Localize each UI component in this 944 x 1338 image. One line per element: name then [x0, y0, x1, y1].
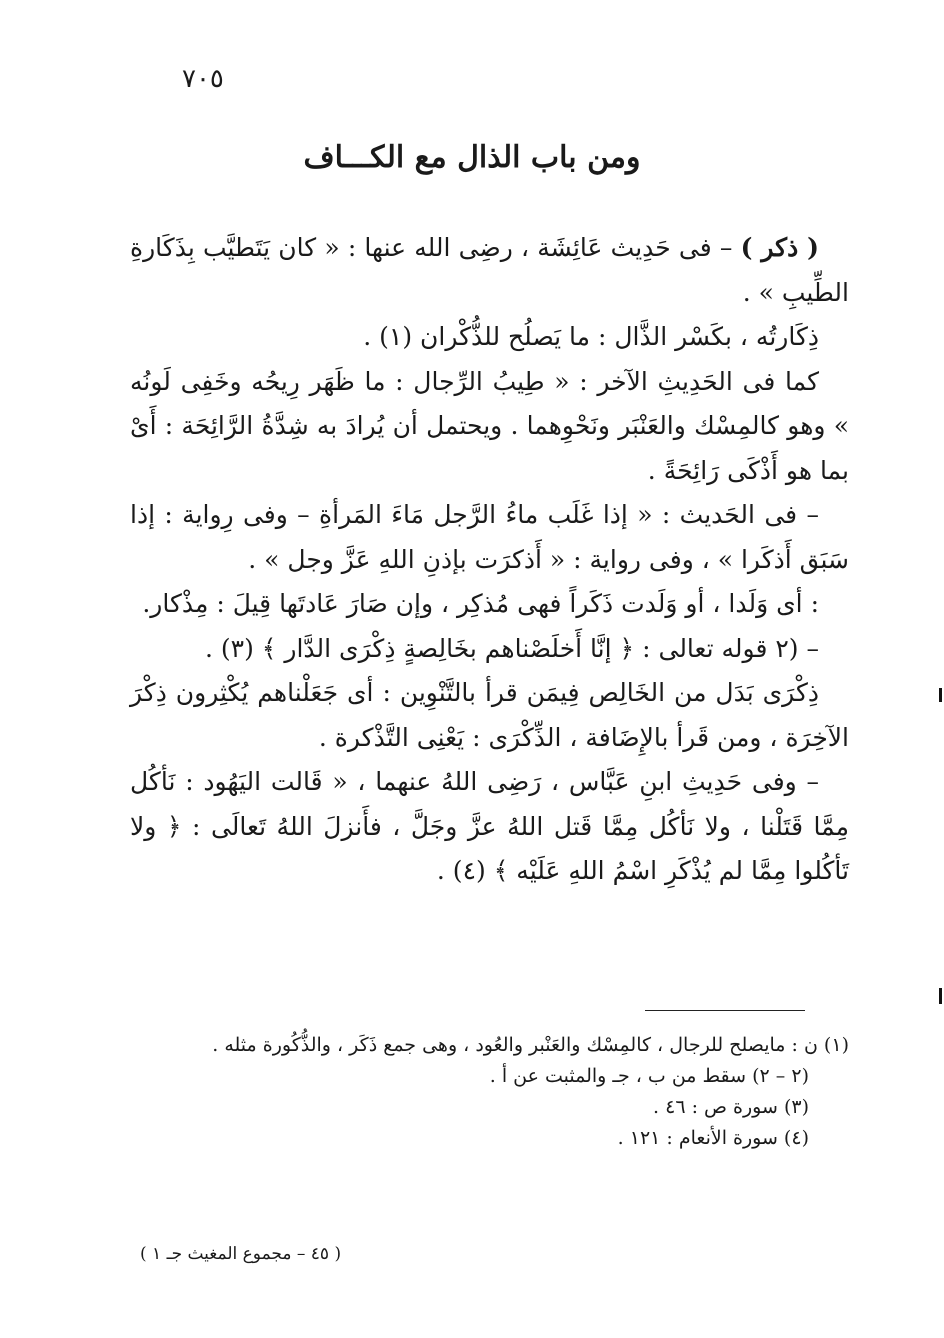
footnote-3: (٣) سورة ص : ٤٦ .	[653, 1096, 809, 1118]
edge-mark	[939, 988, 942, 1004]
paragraph: ذِكَارتُه ، بكَسْر الذَّال : ما يَصلُح للذُّكْران (١) .	[363, 322, 819, 351]
footnote-2: (٢ – ٢) سقط من ب ، جـ والمثبت عن أ .	[489, 1065, 809, 1087]
paragraph: : أى وَلَدا ، أو وَلَدت ذَكَراً فهى مُذكِر ، وإن صَارَ عَادتَها قِيلَ : مِذْكار.	[142, 589, 819, 618]
paragraph-entry	[130, 226, 849, 315]
paragraph: ذِكْرَى بَدَل من الخَالِص فِيمَن قرأ بالتَّنْوِين : أى جَعَلْناهم يُكْثِرون ذِكْرَ الآخِرَة ، ومن قَرأ بالإِضَافة ، الذِّكْرَى : يَعْنِى التَّذْكرة .	[130, 678, 849, 752]
headword: ( ذكر )	[740, 233, 819, 262]
edge-mark	[939, 688, 942, 702]
footnote-1: (١) ن : مايصلح للرجال ، كالمِسْك والعَنْبر والعُود ، وهى جمع ذَكَر ، والذُّكُورة مثله .	[212, 1034, 849, 1056]
paragraph: – (٢ قوله تعالى : ﴿ إنَّا أَخلَصْناهم بخَالِصةٍ ذِكْرَى الدَّار ﴾ (٣) .	[205, 633, 819, 663]
paragraph: كما فى الحَدِيثِ الآخر : « طِيبُ الرِّجال : ما ظَهَر رِيحُه وخَفِى لَونُه » وهو كالمِسْك والعَنْبَر ونَحْوِهما . ويحتمل أن يُرادَ به شِدَّةُ الرَّائِحَة : أَىْ بما هو أَذْكَى رَائِحَةً .	[130, 366, 849, 485]
body-text	[130, 226, 849, 894]
footnotes	[130, 1030, 849, 1154]
footnote-4: (٤) سورة الأنعام : ١٢١ .	[617, 1127, 809, 1149]
footnote-divider	[645, 1010, 805, 1011]
chapter-title: ومن باب الذال مع الكـــاف	[303, 140, 641, 175]
page-number: ٧٠٥	[182, 64, 224, 94]
paragraph: – فى الحَديث : « إذا غَلَب ماءُ الرَّجل مَاءَ المَرأةِ – وفى رِواية : إذا سَبَق أَذكَرا » ، وفى رواية : « أَذكرَت بإذنِ اللهِ عَزَّ وجل » .	[130, 500, 849, 574]
paragraph-text: – فى حَدِيث عَائِشَة ، رضِى الله عنها : « كان يَتَطيَّب بِذَكَارةِ الطِّيبِ » .	[130, 233, 849, 307]
paragraph: – وفى حَدِيثِ ابنِ عَبَّاس ، رَضِى اللهُ عنهما ، « قَالت اليَهُود : نَأكُل مِمَّا قَتَلْنا ، ولا نَأكُل مِمَّا قَتل اللهُ عزَّ وجَلَّ ، فأَنزلَ اللهُ تَعالَى : ﴿ ولا تَأكُلوا مِمَّا لم يُذْكَرِ اسْمُ اللهِ عَلَيْه ﴾ (٤) .	[130, 767, 849, 885]
signature-line: ( ٤٥ – مجموع المغيث جـ ١ )	[140, 1244, 342, 1264]
